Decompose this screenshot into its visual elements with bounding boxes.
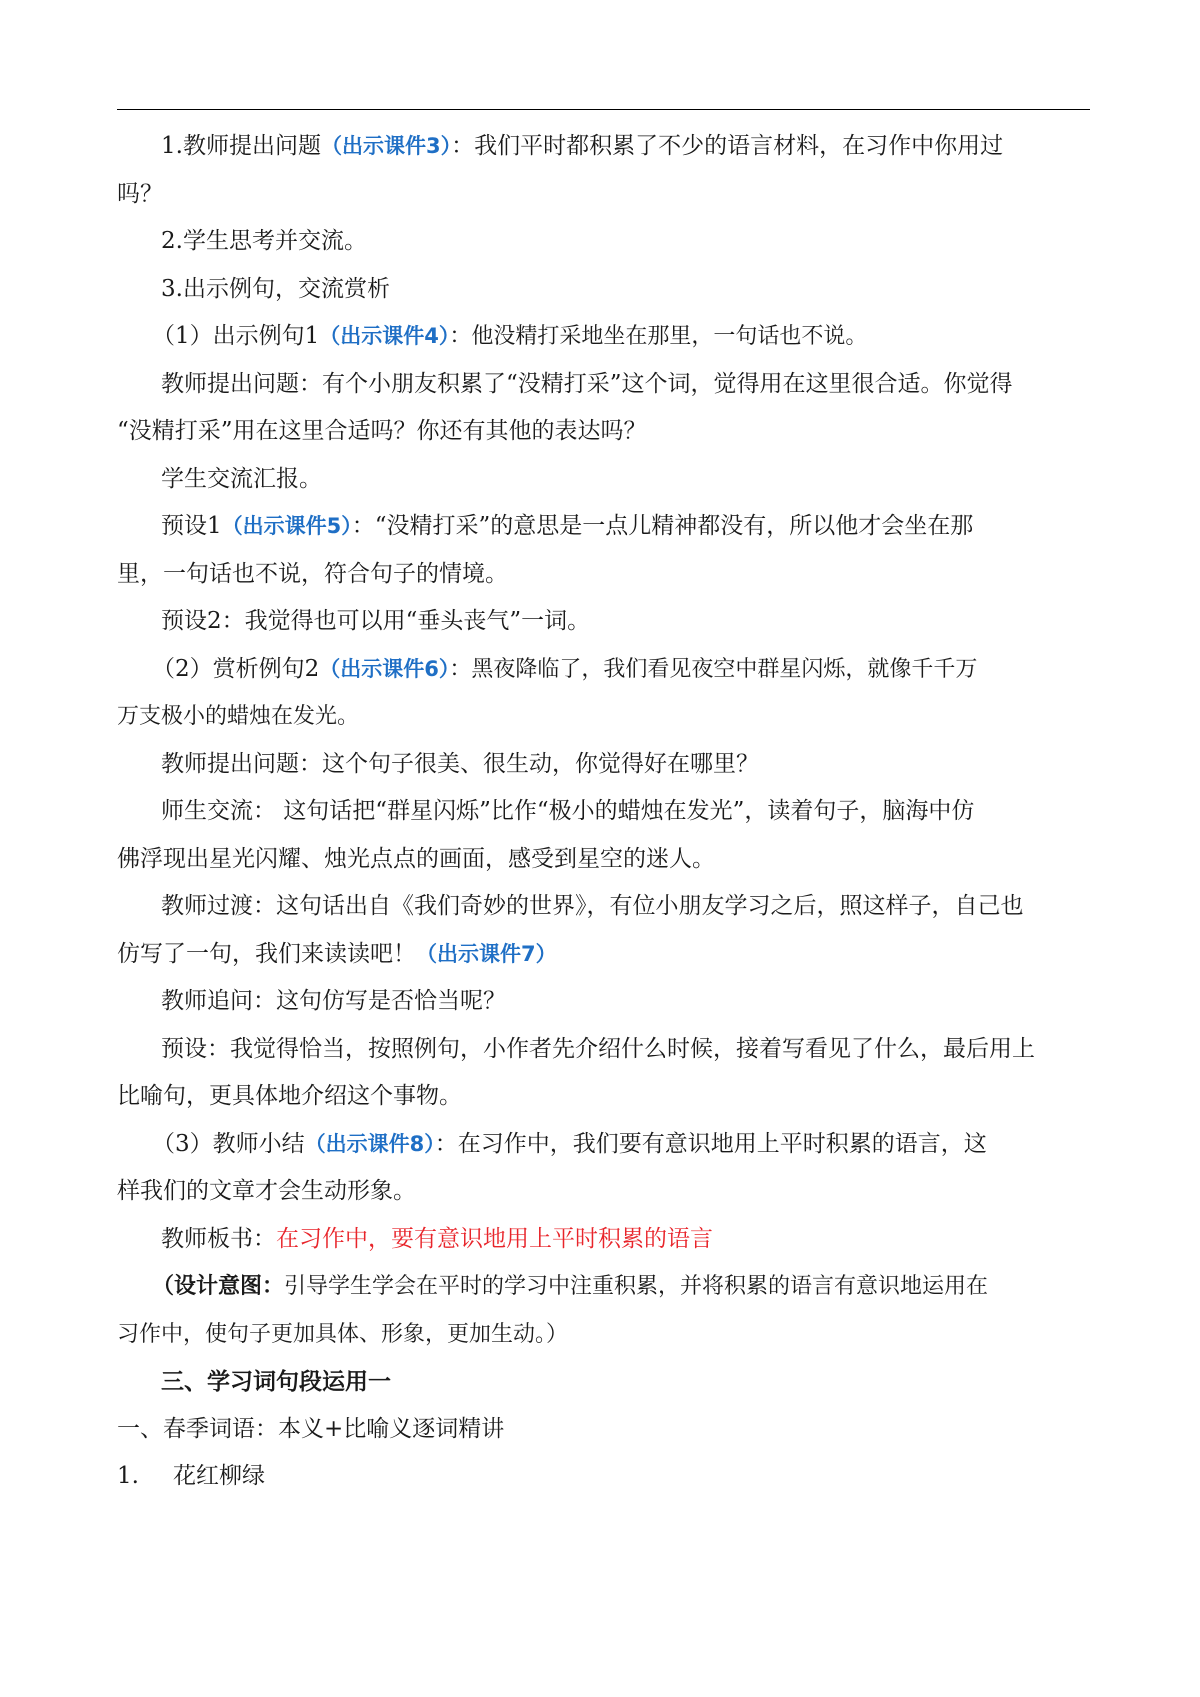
courseware-tag: （出示课件8） <box>304 1131 435 1156</box>
paragraph-teacher-question-cont: 吗？ <box>117 180 163 207</box>
paragraph-preset-2: 预设2：我觉得也可以用“垂头丧气”一词。 <box>161 608 591 634</box>
paragraph-teacher-transition: 教师过渡：这句话出自《我们奇妙的世界》，有位小朋友学习之后，照这样子，自己也 <box>161 893 1024 919</box>
paragraph-board-writing: 教师板书：在习作中，要有意识地用上平时积累的语言 <box>161 1225 713 1252</box>
courseware-tag: （出示课件4） <box>319 324 450 348</box>
paragraph-example-2: （2）赏析例句2（出示课件6）：黑夜降临了，我们看见夜空中群星闪烁，就像千千万 <box>152 655 978 682</box>
paragraph-design-intent: （设计意图：引导学生学会在平时的学习中注重积累，并将积累的语言有意识地运用在 <box>152 1273 989 1299</box>
paragraph-teacher-follow-up: 教师追问：这句仿写是否恰当呢？ <box>161 988 506 1014</box>
paragraph-example-1: （1）出示例句1（出示课件4）：他没精打采地坐在那里，一句话也不说。 <box>152 323 868 349</box>
paragraph-show-examples: 3.出示例句，交流赏析 <box>161 275 390 302</box>
paragraph-discussion: 师生交流： 这句话把“群星闪烁”比作“极小的蜡烛在发光”，读着句子，脑海中仿 <box>161 798 975 824</box>
paragraph-preset-1: 预设1（出示课件5）：“没精打采”的意思是一点儿精神都没有，所以他才会坐在那 <box>161 513 974 539</box>
subsection-heading: 一、春季词语：本义+比喻义逐词精讲 <box>117 1415 505 1442</box>
board-text: 在习作中，要有意识地用上平时积累的语言 <box>276 1225 713 1252</box>
paragraph-student-think: 2.学生思考并交流。 <box>161 228 367 254</box>
paragraph-teacher-question: 1.教师提出问题（出示课件3）：我们平时都积累了不少的语言材料，在习作中你用过 <box>161 133 1004 159</box>
paragraph-discussion-cont: 佛浮现出星光闪耀、烛光点点的画面，感受到星空的迷人。 <box>117 845 715 872</box>
paragraph-example-2-cont: 万支极小的蜡烛在发光。 <box>117 704 360 729</box>
courseware-tag: （出示课件3） <box>320 134 452 158</box>
paragraph-student-report: 学生交流汇报。 <box>161 465 322 492</box>
paragraph-summary-cont: 样我们的文章才会生动形象。 <box>117 1178 416 1204</box>
paragraph-design-intent-cont: 习作中，使句子更加具体、形象，更加生动。） <box>117 1321 569 1347</box>
paragraph-teacher-question-2-cont: “没精打采”用在这里合适吗？你还有其他的表达吗？ <box>117 418 647 444</box>
paragraph-preset-3: 预设：我觉得恰当，按照例句，小作者先介绍什么时候，接着写看见了什么，最后用上 <box>161 1035 1035 1062</box>
courseware-tag: （出示课件7） <box>416 941 557 966</box>
paragraph-preset-1-cont: 里，一句话也不说，符合句子的情境。 <box>117 560 508 587</box>
design-intent-label: 设计意图： <box>174 1273 285 1299</box>
header-rule <box>117 109 1090 110</box>
paragraph-teacher-question-3: 教师提出问题：这个句子很美、很生动，你觉得好在哪里？ <box>161 750 759 777</box>
paragraph-teacher-question-2: 教师提出问题：有个小朋友积累了“没精打采”这个词，觉得用在这里很合适。你觉得 <box>161 370 1013 397</box>
document-body <box>117 123 1090 1501</box>
paragraph-summary: （3）教师小结（出示课件8）：在习作中，我们要有意识地用上平时积累的语言，这 <box>152 1130 987 1157</box>
section-heading: 三、学习词句段运用一 <box>161 1368 391 1395</box>
paragraph-teacher-transition-cont: 仿写了一句，我们来读读吧！（出示课件7） <box>117 940 557 967</box>
courseware-tag: （出示课件6） <box>319 656 450 681</box>
paragraph-preset-3-cont: 比喻句，更具体地介绍这个事物。 <box>117 1083 462 1109</box>
list-item: 1. 花红柳绿 <box>117 1463 265 1489</box>
courseware-tag: （出示课件5） <box>221 514 352 538</box>
